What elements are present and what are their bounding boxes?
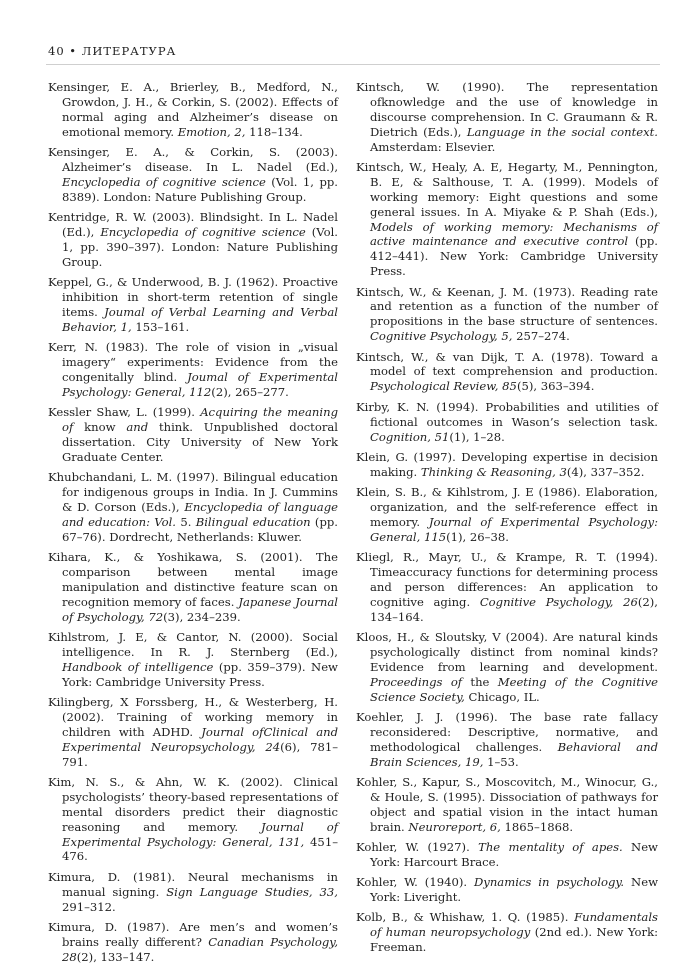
reference-text: (1), 26–38. [446,529,509,544]
reference-italic-text: Joumal of Verbal Learning and Verbal Behavior, 1, [62,304,338,334]
reference-text: 451–476. [62,834,338,864]
reference-text: (Vol. 1, pp. 390–397). London: Nature Publishing Group. [62,224,338,269]
reference-text: Kohler, W. (1940). [356,875,474,890]
reference-text: New York: Liveright. [370,875,658,904]
reference-text: Kohler, S., Kapur, S., Moscovitch, M., Winocur, G., & Houle, S. (1995). Dissociation of pathways for object and spatial vision in the intact human brain. [356,774,658,834]
reference-text: (6), 781–791. [62,739,338,769]
reference-italic-text: Handbook of intelligence [62,659,214,674]
reference-text: Kintsch, W., & van Dijk, T. A. (1978). Toward a model of text comprehension and production. [356,349,658,379]
reference-text: Khubchandani, L. M. (1997). Bilingual education for indigenous groups in India. In J. Cummins & D. Corson (Eds.), [48,470,338,514]
reference-entry [48,340,338,400]
reference-entry [356,400,658,445]
reference-entry [356,285,658,345]
reference-entry [48,80,338,140]
running-header [48,44,176,58]
reference-entry [356,840,658,870]
reference-entry [356,80,658,155]
reference-entry [48,210,338,270]
reference-entry [48,630,338,690]
reference-text: (3), 234–239. [163,609,241,624]
page-number: 40 [48,44,65,58]
reference-entry [48,920,338,965]
reference-column-right [356,80,658,960]
reference-text: Kintsch, W., & Keenan, J. M. (1973). Reading rate and retention as a function of the number of propositions in the base structure of sentences. [356,284,658,329]
reference-text: 1865–1868. [500,819,574,834]
reference-entry [356,160,658,279]
reference-italic-text: Dynamics in psychology. [473,875,625,890]
reference-italic-text: Encyclopedia of cognitive science [62,174,266,189]
reference-italic-text: The mentality of apes. [478,839,623,854]
reference-text: Klein, S. B., & Kihlstrom, J. E (1986). Elaboration, organization, and the self-reference effect in memory. [356,485,658,529]
reference-text: Kimura, D. (1987). Are men’s and women’s brains really different? [48,919,338,949]
reference-italic-text: Cognitive Psychology, 26 [479,594,638,609]
reference-text: (2), 133–147. [76,949,155,964]
reference-entry [356,485,658,545]
reference-italic-text: Journal of Experimental Psychology: General, 115 [370,514,658,544]
reference-entry [356,875,658,905]
reference-italic-text: Behavioral and Brain Sciences, 19, [370,739,658,769]
reference-italic-text: Journal of Experimental Psychology: General, 131, [62,819,338,849]
reference-italic-text: Cognition, 51 [370,429,450,444]
reference-text: Klein, G. (1997). Developing expertise in decision making. [356,449,658,479]
reference-entry [356,550,658,625]
reference-text: 1–53. [483,754,519,769]
reference-text: Kloos, H., & Sloutsky, V (2004). Are natural kinds psychologically distinct from nominal kinds? Evidence from learning and development. [356,629,658,674]
reference-entry [48,470,338,545]
reference-text: 5. [176,514,196,529]
reference-entry [48,550,338,625]
reference-text: Kerr, N. (1983). The role of vision in „visual imagery“ experiments: Evidence from the congenitally blind. [48,340,338,384]
reference-text: (2), 134–164. [370,594,658,624]
reference-text: Kilingberg, X Forssberg, H., & Westerberg, H. (2002). Training of working memory in children with ADHD. [48,694,338,739]
reference-text: Kim, N. S., & Ahn, W. K. (2002). Clinical psychologists’ theory-based representations of mental disorders predict their diagnostic reasoning and memory. [48,774,338,834]
reference-text: Kliegl, R., Mayr, U., & Krampe, R. T. (1994). Timeaccuracy functions for determining process and person differences: An application to cognitive aging. [356,550,658,609]
reference-text: (5), 363–394. [516,379,595,394]
reference-text: 118–134. [245,124,303,139]
reference-italic-text: Neuroreport, 6, [408,819,501,834]
reference-text: Kolb, B., & Whishaw, 1. Q. (1985). [356,910,575,925]
reference-text: know [73,419,127,434]
reference-italic-text: Acquiring the meaning of [62,405,338,434]
reference-entry [356,350,658,395]
reference-text: Kensinger, E. A., & Corkin, S. (2003). Alzheimer’s disease. In L. Nadel (Ed.), [48,145,338,174]
reference-text: Kimura, D. (1981). Neural mechanisms in manual signing. [48,869,338,899]
reference-text: Kihlstrom, J. E, & Cantor, N. (2000). Social intelligence. In R. J. Sternberg (Ed.), [48,629,338,659]
reference-italic-text: Journal ofClinical and Experimental Neuropsychology, 24 [62,724,338,754]
reference-italic-text: Canadian Psychology, 28 [62,934,339,964]
reference-entry [48,870,338,915]
reference-italic-text: Meeting of the Cognitive Science Society, [370,674,658,704]
reference-text: Kihara, K., & Yoshikawa, S. (2001). The comparison between mental image manipulation and distinctive feature scan on recognition memory of faces. [48,550,338,609]
reference-italic-text: Encyclopedia of language and education: Vol. [62,499,338,529]
reference-text: (2nd ed.). New York: Freeman. [370,925,658,955]
reference-entry [356,710,658,770]
reference-text: 291–312. [62,899,116,914]
reference-text: New York: Harcourt Brace. [370,839,658,869]
reference-entry [48,775,338,864]
reference-entry [356,450,658,480]
reference-text: Kintsch, W., Healy, A. E, Hegarty, M., Pennington, B. E, & Salthouse, T. A. (1999). Models of working memory: Eight questions and some general issues. In A. Miyake & P. Shah (Eds.), [356,159,658,219]
reference-text: (pp. 67–76). Dordrecht, Netherlands: Kluwer. [62,514,338,544]
reference-column-left [48,80,338,970]
reference-text: Kintsch, W. (1990). The representation ofknowledge and the use of knowledge in discourse comprehension. In C. Graumann & R. Dietrich (Eds.), [356,80,658,139]
reference-entry [48,405,338,465]
reference-italic-text: and [126,419,149,434]
reference-text: 257–274. [512,329,570,344]
reference-italic-text: Bilingual education [195,514,311,529]
reference-text: (4), 337–352. [566,464,645,479]
reference-italic-text: Joumal of Experimental Psychology: General, 112 [62,369,338,399]
reference-italic-text: Models of working memory: Mechanisms of active maintenance and executive control [370,219,658,249]
reference-entry [356,630,658,705]
header-separator: • [69,44,78,58]
reference-entry [48,145,338,205]
reference-entry [356,910,658,955]
reference-text: (Vol. 1, pp. 8389). London: Nature Publishing Group. [62,174,338,204]
reference-text: Koehler, J. J. (1996). The base rate fallacy reconsidered: Descriptive, normative, and methodological challenges. [356,709,658,754]
reference-text: the [462,674,498,689]
reference-text: (1), 1–28. [449,429,505,444]
reference-text: Kensinger, E. A., Brierley, B., Medford, N., Growdon, J. H., & Corkin, S. (2002). Effects of normal aging and Alzheimer’s disease on emotional memory. [48,80,338,139]
reference-italic-text: Cognitive Psychology, 5, [370,329,513,344]
reference-italic-text: Thinking & Reasoning, 3 [420,464,567,479]
reference-italic-text: Sign Language Studies, 33, [166,884,338,899]
reference-text: Kentridge, R. W. (2003). Blindsight. In L. Nadel (Ed.), [48,210,338,239]
section-title: ЛИТЕРАТУРА [81,44,177,58]
reference-text: Amsterdam: Elsevier. [370,139,496,154]
reference-text: think. Unpublished doctoral dissertation. City University of New York Graduate Center. [62,419,338,464]
reference-text: Keppel, G., & Underwood, B. J. (1962). Proactive inhibition in short-term retention of single items. [48,275,338,319]
reference-italic-text: Proceedings of [370,674,463,689]
reference-entry [356,775,658,835]
reference-entry [48,695,338,770]
reference-italic-text: Japanese Journal of Psychology, 72 [62,594,338,624]
reference-text: (2), 265–277. [211,384,289,399]
reference-italic-text: Fundamentals of human neuropsychology [370,910,658,940]
reference-italic-text: Emotion, 2, [177,124,246,139]
reference-italic-text: Encyclopedia of cognitive science [100,224,306,239]
reference-text: (pp. 412–441). New York: Cambridge University Press. [370,234,658,279]
reference-entry [48,275,338,335]
reference-italic-text: Language in the social context. [466,124,658,139]
header-rule [46,64,660,65]
reference-text: Kohler, W. (1927). [356,839,479,854]
reference-italic-text: Psychological Review, 85 [370,379,517,394]
reference-text: Kirby, K. N. (1994). Probabilities and utilities of fictional outcomes in Wason’s selection task. [356,399,658,429]
reference-text: 153–161. [131,319,190,334]
reference-text: Kessler Shaw, L. (1999). [48,405,201,420]
reference-text: Chicago, IL. [464,689,540,704]
reference-text: (pp. 359–379). New York: Cambridge University Press. [62,659,338,689]
